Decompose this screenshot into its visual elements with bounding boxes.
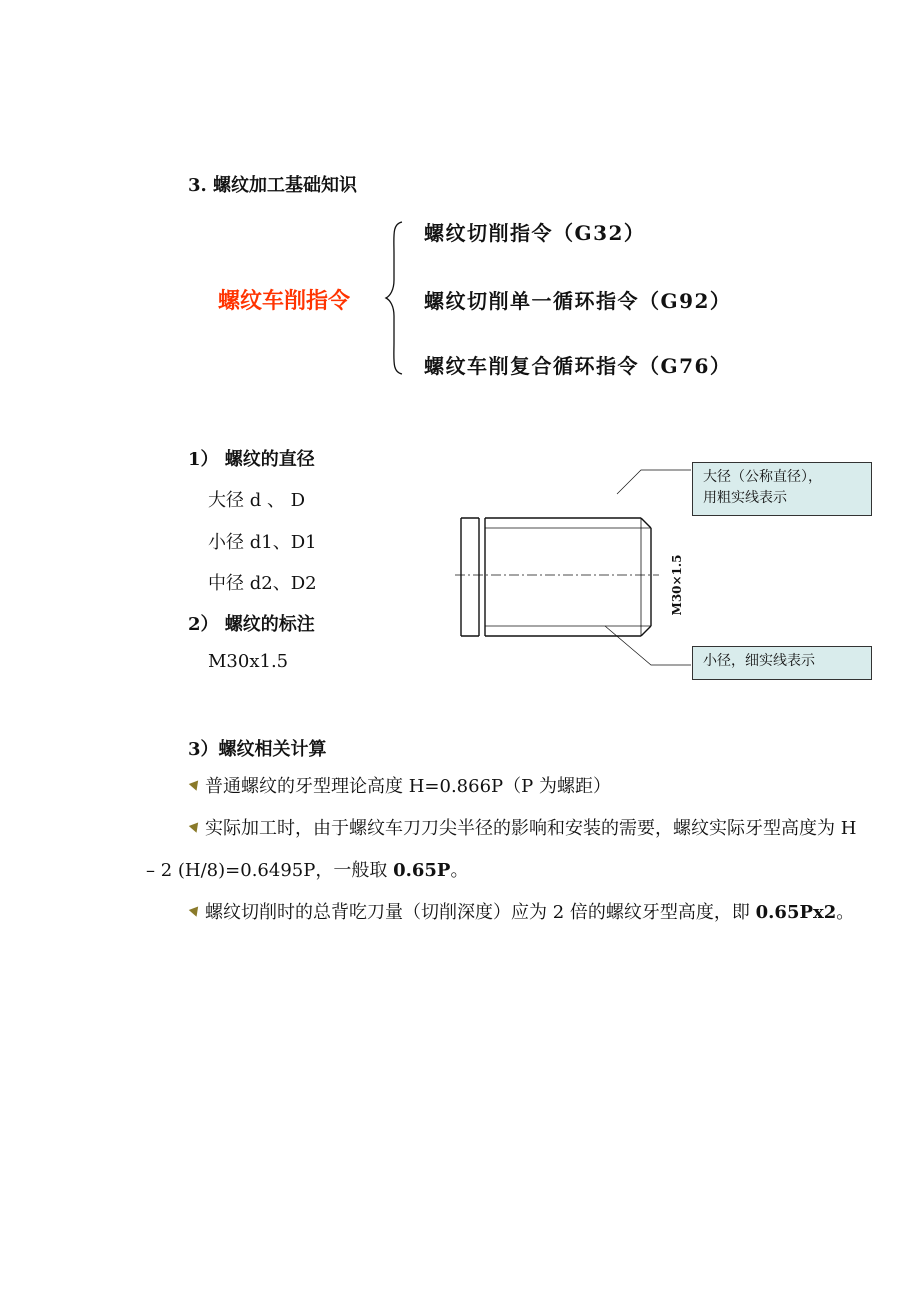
- calc-p3-bold: 0.65Px2: [755, 902, 837, 923]
- thread-drawing: [455, 460, 695, 690]
- marking-title: 2） 螺纹的标注: [188, 614, 315, 635]
- bullet-icon: [189, 907, 201, 919]
- callout-major-line1: 大径（公称直径），: [703, 469, 822, 485]
- grouping-brace: [384, 218, 408, 378]
- bullet-icon: [189, 781, 201, 793]
- command-g76: 螺纹车削复合循环指令（G76）: [424, 354, 732, 378]
- calc-p2-end: 。: [450, 860, 469, 881]
- marking-value: M30x1.5: [208, 651, 289, 672]
- calc-paragraph-2: [146, 808, 858, 892]
- callout-major-diameter: [692, 462, 872, 516]
- section-title: 3. 螺纹加工基础知识: [188, 175, 358, 196]
- minor-diameter-item: 小径 d1、D1: [208, 532, 317, 553]
- major-diameter-item: 大径 d 、 D: [208, 490, 306, 511]
- calc-title: 3）螺纹相关计算: [188, 739, 327, 760]
- calc-p2-bold: 0.65P: [393, 860, 451, 881]
- calc-p3-end: 。: [836, 902, 855, 923]
- thread-commands-label: 螺纹车削指令: [218, 289, 351, 314]
- command-g92: 螺纹切削单一循环指令（G92）: [424, 289, 732, 313]
- callout-major-line2: 用粗实线表示: [703, 490, 787, 506]
- pitch-diameter-item: 中径 d2、D2: [208, 573, 317, 594]
- callout-minor-diameter: [692, 646, 872, 680]
- calc-p3-text: 螺纹切削时的总背吃刀量（切削深度）应为 2 倍的螺纹牙型高度，即: [205, 902, 756, 923]
- bullet-icon: [189, 823, 201, 835]
- command-g32: 螺纹切削指令（G32）: [424, 221, 646, 245]
- calc-p1-text: 普通螺纹的牙型理论高度 H=0.866P（P 为螺距）: [205, 776, 611, 797]
- calc-p2-text: 实际加工时，由于螺纹车刀刀尖半径的影响和安装的需要，螺纹实际牙型高度为 H – 2 (H/8)=0.6495P，一般取: [146, 818, 857, 881]
- calc-paragraph-3: [146, 892, 858, 934]
- dimension-label-box: [667, 554, 687, 616]
- callout-minor-text: 小径，细实线表示: [703, 653, 815, 669]
- dimension-label: M30×1.5: [670, 554, 684, 616]
- diameter-title: 1） 螺纹的直径: [188, 449, 315, 470]
- calc-paragraph-1: [146, 766, 858, 808]
